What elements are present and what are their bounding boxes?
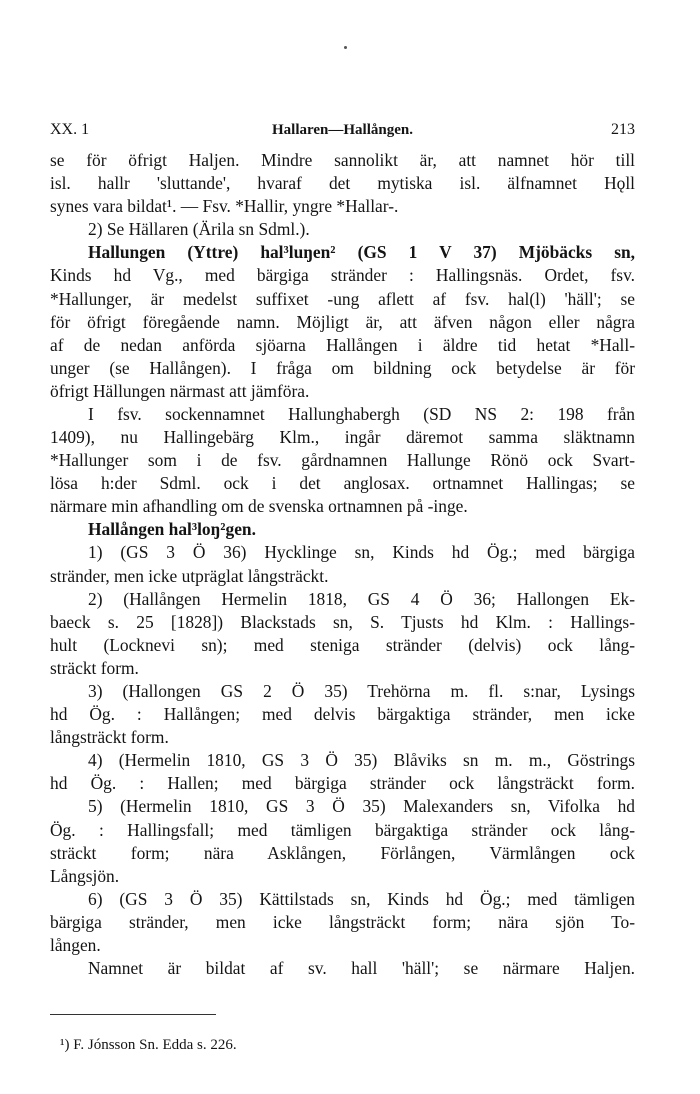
text-line: hult (Locknevi sn); med steniga stränder (delvis) ock lång- [50, 635, 635, 655]
text-line: I fsv. sockennamnet Hallunghabergh (SD NS 2: 198 från [88, 404, 635, 424]
text-line: af de nedan anförda sjöarna Hallången i äldre tid hetat *Hall- [50, 335, 635, 355]
text-line: sträckt form. [50, 658, 139, 678]
text-line: *Hallunger, är medelst suffixet -ung aflett af fsv. hal(l) 'häll'; se [50, 289, 635, 309]
running-title: Hallaren—Hallången. [272, 122, 413, 138]
text-line: lösa h:der Sdml. ock i det anglosax. ortnamnet Hallingas; se [50, 473, 635, 493]
text-line: 5) (Hermelin 1810, GS 3 Ö 35) Malexanders sn, Vifolka hd [88, 796, 635, 816]
text-line: unger (se Hallången). I fråga om bildning ock betydelse är för [50, 358, 635, 378]
text-line: sträckt form; nära Asklången, Förlången, Värmlången ock [50, 843, 635, 863]
text-line: närmare min afhandling om de svenska ortnamnen på -inge. [50, 496, 468, 516]
text-line: 2) Se Hällaren (Ärila sn Sdml.). [88, 219, 310, 239]
text-line: isl. hallr 'sluttande', hvaraf det mytiska isl. älfnamnet Hǫll [50, 173, 635, 193]
text-line: öfrigt Hällungen närmast att jämföra. [50, 381, 310, 401]
footnote: ¹) F. Jónsson Sn. Edda s. 226. [60, 1037, 237, 1053]
text-line: hd Ög. : Hallen; med bärgiga stränder ock långsträckt form. [50, 773, 635, 793]
section-number: XX. 1 [50, 121, 90, 138]
page-number: 213 [611, 121, 635, 138]
text-line: Namnet är bildat af sv. hall 'häll'; se närmare Haljen. [88, 958, 635, 978]
text-line: stränder, men icke utpräglat långsträckt. [50, 566, 329, 586]
entry-headword-line: Hallungen (Yttre) hal³luŋen² (GS 1 V 37) Mjöbäcks sn, [88, 242, 635, 262]
text-line: Kinds hd Vg., med bärgiga stränder : Hallingsnäs. Ordet, fsv. [50, 265, 635, 285]
text-line: hd Ög. : Hallången; med delvis bärgaktiga stränder, men icke [50, 704, 635, 724]
text-line: 4) (Hermelin 1810, GS 3 Ö 35) Blåviks sn m. m., Göstrings [88, 750, 635, 770]
text-line: 2) (Hallången Hermelin 1818, GS 4 Ö 36; Hallongen Ek- [88, 589, 635, 609]
text-line: synes vara bildat¹. — Fsv. *Hallir, yngre *Hallar-. [50, 196, 399, 216]
text-line: baeck s. 25 [1828]) Blackstads sn, S. Tjusts hd Klm. : Hallings- [50, 612, 635, 632]
text-line: *Hallunger som i de fsv. gårdnamnen Hallunge Rönö ock Svart- [50, 450, 635, 470]
footnote-rule [50, 1014, 216, 1015]
entry-headword-line: Hallången hal³loŋ²gen. [88, 519, 256, 539]
text-line: bärgiga stränder, men icke långsträckt form; nära sjön To- [50, 912, 635, 932]
running-header [50, 118, 635, 142]
text-line: Långsjön. [50, 866, 120, 886]
text-line: Ög. : Hallingsfall; med tämligen bärgaktiga stränder ock lång- [50, 820, 635, 840]
text-line: för öfrigt föregående namn. Möjligt är, att äfven någon eller några [50, 312, 635, 332]
text-line: 3) (Hallongen GS 2 Ö 35) Trehörna m. fl. s:nar, Lysings [88, 681, 635, 701]
text-line: långsträckt form. [50, 727, 169, 747]
text-line: 1409), nu Hallingebärg Klm., ingår däremot samma släktnamn [50, 427, 635, 447]
text-line: 6) (GS 3 Ö 35) Kättilstads sn, Kinds hd Ög.; med tämligen [88, 889, 635, 909]
text-line: lången. [50, 935, 101, 955]
text-line: se för öfrigt Haljen. Mindre sannolikt är, att namnet hör till [50, 150, 635, 170]
text-line: 1) (GS 3 Ö 36) Hycklinge sn, Kinds hd Ög.; med bärgiga [88, 542, 635, 562]
ink-speck [344, 46, 347, 49]
